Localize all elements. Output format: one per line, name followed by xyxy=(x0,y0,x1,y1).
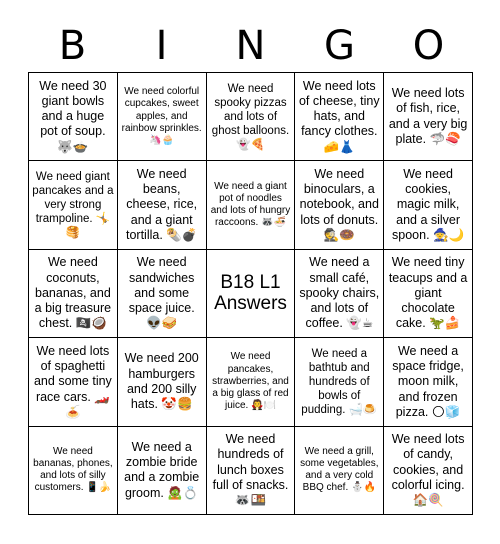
bingo-cell[interactable] xyxy=(118,73,207,161)
bingo-cell[interactable] xyxy=(118,427,207,515)
cell-text: We need lots of spaghetti and some tiny race cars. 🏎️🍝 xyxy=(33,343,112,419)
cell-text: We need lots of cheese, tiny hats, and fancy clothes. 🧀👗 xyxy=(298,78,380,154)
cell-text: We need beans, cheese, rice, and a giant tortilla. 🌯💣 xyxy=(125,166,198,242)
header-letter-o: O xyxy=(412,23,445,69)
bingo-cell[interactable] xyxy=(29,161,118,249)
cell-text: We need lots of candy, cookies, and colorful icing. 🏠🍭 xyxy=(391,432,465,508)
header-letter-i: I xyxy=(155,23,168,69)
cell-text: We need bananas, phones, and lots of silly customers. 📱🍌 xyxy=(33,445,113,494)
bingo-cell[interactable] xyxy=(29,250,118,338)
cell-text: We need lots of fish, rice, and a very big plate. 🦈🍣 xyxy=(388,86,468,146)
bingo-cell[interactable] xyxy=(384,161,473,249)
header-letter-b: B xyxy=(58,23,87,69)
cell-text: We need a space fridge, moon milk, and frozen pizza. 🌕🧊 xyxy=(392,343,464,419)
bingo-grid xyxy=(28,72,473,515)
cell-text: We need colorful cupcakes, sweet apples, and rainbow sprinkles. 🦄🧁 xyxy=(121,86,202,146)
cell-text: We need hundreds of lunch boxes full of snacks. 🦝🍱 xyxy=(212,432,289,508)
free-space[interactable] xyxy=(207,250,296,338)
header-letter-n: N xyxy=(235,23,266,69)
bingo-cell[interactable] xyxy=(207,427,296,515)
cell-text: We need 200 hamburgers and 200 silly hats. 🤡🍔 xyxy=(124,351,199,412)
bingo-cell[interactable] xyxy=(384,73,473,161)
cell-text: We need coconuts, bananas, and a big treasure chest. 🏴‍☠️🥥 xyxy=(34,255,112,331)
bingo-cell[interactable] xyxy=(295,427,384,515)
bingo-cell[interactable] xyxy=(384,250,473,338)
bingo-header xyxy=(28,20,473,72)
cell-text: We need spooky pizzas and lots of ghost balloons. 👻🍕 xyxy=(211,82,290,151)
cell-text: We need a grill, some vegetables, and a very cold BBQ chef. ⛄🔥 xyxy=(300,445,379,494)
bingo-cell[interactable] xyxy=(295,161,384,249)
bingo-cell[interactable] xyxy=(295,250,384,338)
bingo-cell[interactable] xyxy=(29,427,118,515)
cell-text: We need tiny teacups and a giant chocolate cake. 🦖🍰 xyxy=(388,255,468,331)
free-space-label: B18 L1 Answers xyxy=(214,271,287,315)
bingo-cell[interactable] xyxy=(295,338,384,426)
bingo-cell[interactable] xyxy=(384,427,473,515)
cell-text: We need sandwiches and some space juice. 👽🥪 xyxy=(128,255,195,331)
bingo-cell[interactable] xyxy=(295,73,384,161)
bingo-cell[interactable] xyxy=(384,338,473,426)
cell-text: We need a bathtub and hundreds of bowls of pudding. 🛁🍮 xyxy=(301,347,378,416)
cell-text: We need binoculars, a notebook, and lots of donuts. 🕵️🍩 xyxy=(299,166,379,242)
bingo-cell[interactable] xyxy=(29,338,118,426)
bingo-cell[interactable] xyxy=(118,338,207,426)
bingo-cell[interactable] xyxy=(207,161,296,249)
bingo-cell[interactable] xyxy=(118,161,207,249)
cell-text: We need a zombie bride and a zombie groom. 🧟💍 xyxy=(124,439,200,500)
bingo-cell[interactable] xyxy=(207,338,296,426)
bingo-cell[interactable] xyxy=(207,73,296,161)
cell-text: We need a small café, spooky chairs, and lots of coffee. 👻☕ xyxy=(299,255,380,331)
bingo-cell[interactable] xyxy=(29,73,118,161)
cell-text: We need 30 giant bowls and a huge pot of soup. 🐺🍲 xyxy=(39,78,107,154)
cell-text: We need cookies, magic milk, and a silver spoon. 🧙🌙 xyxy=(392,166,465,242)
header-letter-g: G xyxy=(324,23,355,69)
cell-text: We need a giant pot of noodles and lots of hungry raccoons. 🦝🍜 xyxy=(210,180,291,229)
cell-text: We need pancakes, strawberries, and a big glass of red juice. 🧛🍽️ xyxy=(212,351,289,412)
cell-text: We need giant pancakes and a very strong trampoline. 🤸🥞 xyxy=(32,171,114,240)
bingo-cell[interactable] xyxy=(118,250,207,338)
